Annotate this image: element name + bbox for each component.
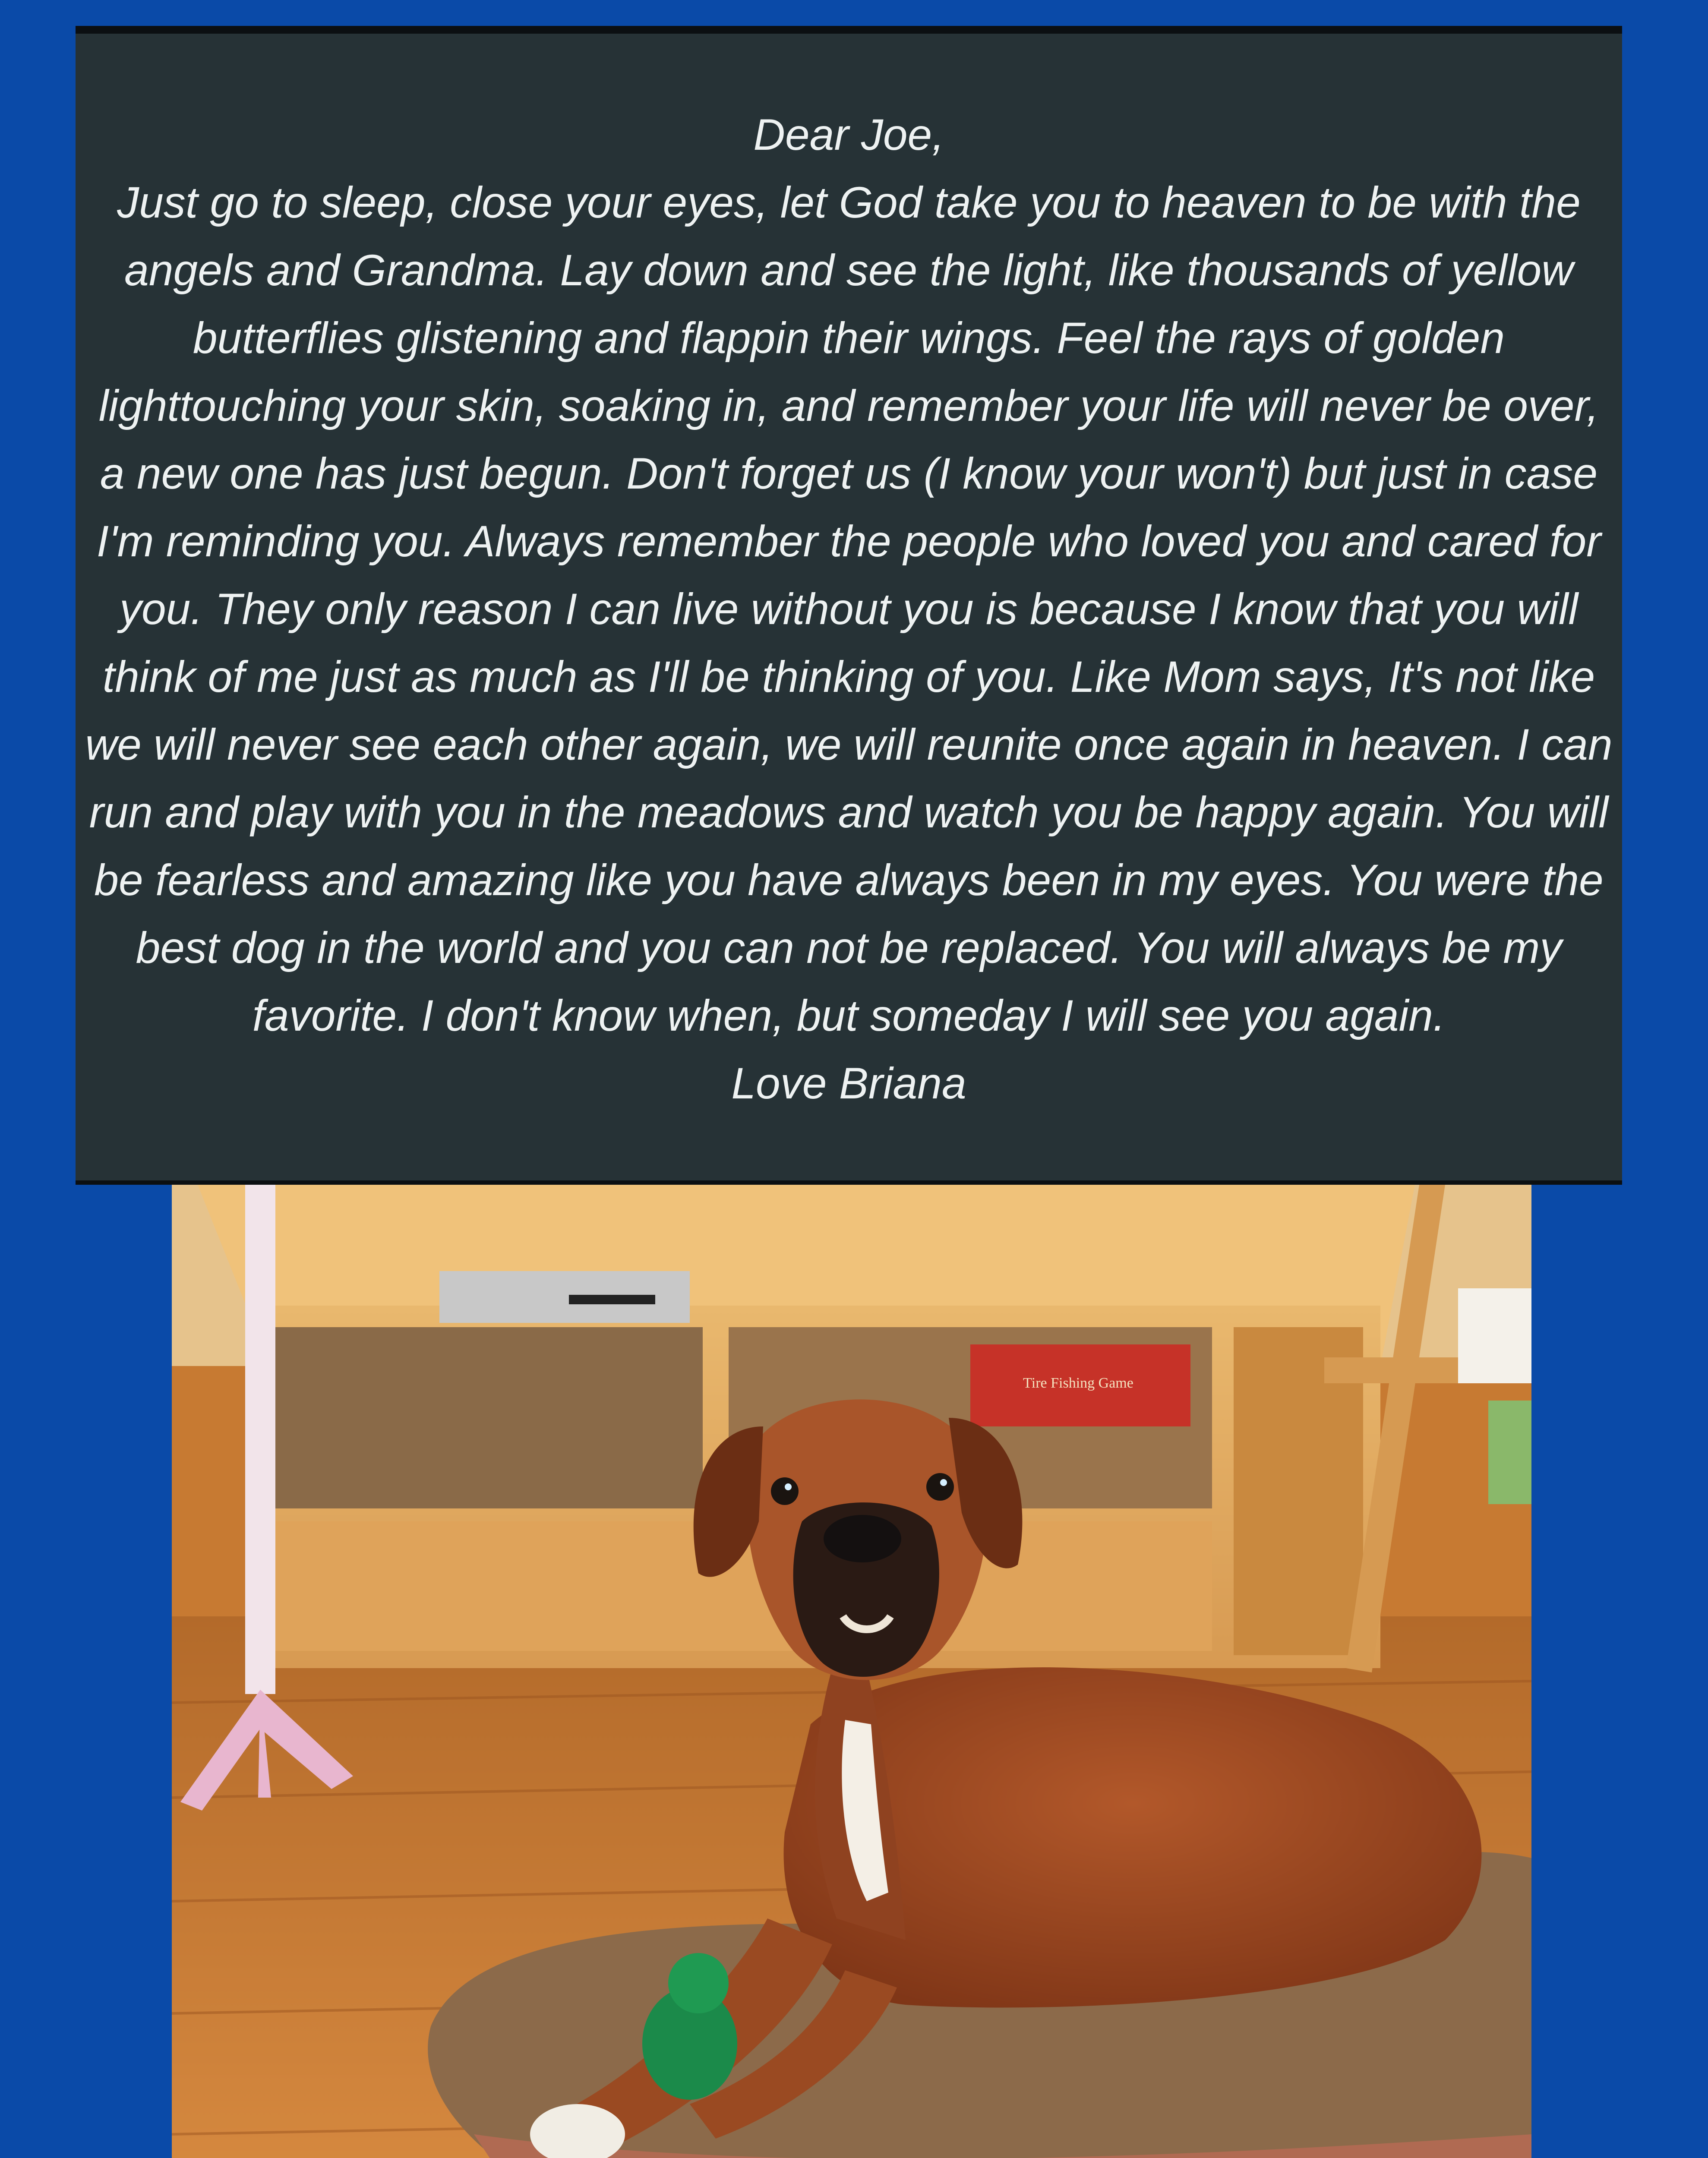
letter-card [76,26,1622,1185]
letter-body: Just go to sleep, close your eyes, let God take you to heaven to be with the angels and Grandma. Lay down and see the light, like thousands of yellow butterflies glistening and flappin their wings. Feel the rays of golden lighttouching your skin, soaking in, and remember your life will never be over, a new one has just begun. Don't forget us (I know your won't) but just in case I'm reminding you. Always remember the people who loved you and cared for you. They only reason I can live without you is because I know that you will think of me just as much as I'll be thinking of you. Like Mom says, It's not like we will never see each other again, we will reunite once again in heaven. I can run and play with you in the meadows and watch you be happy again. You will be fearless and amazing like you have always been in my eyes. You were the best dog in the world and you can not be replaced. You will always be my favorite. I don't know when, but someday I will see you again. [85,178,1613,1040]
letter-salutation: Dear Joe, [753,110,944,159]
dog-photo-illustration [172,1185,1531,2158]
letter-signature: Love Briana [731,1059,966,1108]
game-box-label: Tire Fishing Game [1023,1375,1133,1391]
dog-photo [172,1185,1531,2158]
